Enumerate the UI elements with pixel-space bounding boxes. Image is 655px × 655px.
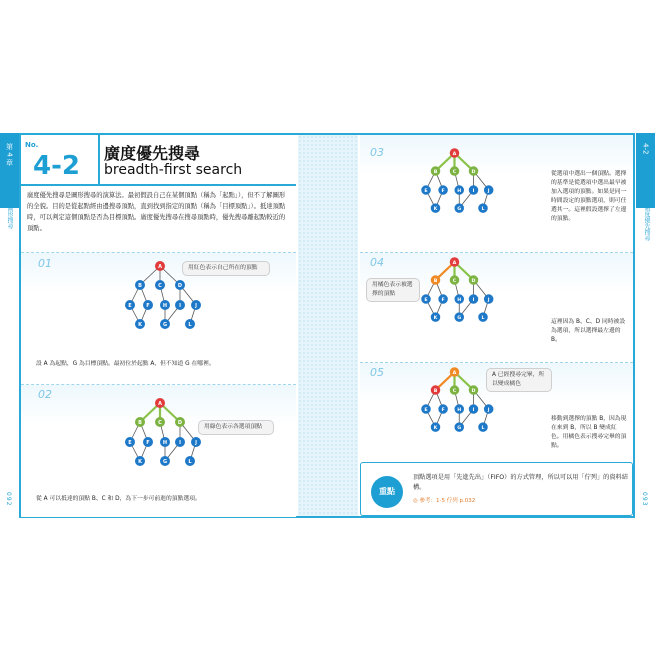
graph-node-label: L — [481, 315, 485, 321]
graph-node-label: F — [146, 439, 150, 446]
step-02-caption: 從 A 可以抵達的頂點 B、C 和 D，為下一步可前進的頂點選項。 — [36, 496, 201, 502]
graph-node-label: E — [424, 297, 428, 303]
graph-node-label: E — [128, 439, 132, 446]
graph-node-label: H — [457, 407, 462, 413]
graph-node-label: L — [188, 321, 192, 328]
graph-node-label: J — [487, 297, 490, 303]
graph-node-label: A — [452, 151, 457, 157]
graph-node-label: J — [195, 302, 197, 309]
step-02-callout: 用綠色表示各選項頂點 — [198, 420, 274, 435]
key-point-text: 頂點選項是用「先進先出」（FIFO）的方式管理，所以可以用「佇列」的資料結構。 — [413, 474, 628, 491]
step-04-callout: 用橘色表示被選擇的頂點 — [366, 278, 420, 302]
graph-node-label: G — [162, 321, 168, 328]
graph-node-label: E — [128, 302, 132, 309]
graph-node-label: C — [158, 282, 162, 289]
graph-node-label: D — [471, 169, 476, 175]
page-number-left: 092 — [5, 492, 12, 507]
key-point-badge: 重點 — [371, 476, 403, 508]
intro-paragraph: 廣度優先搜尋是圖形搜尋的演算法。最初假設自己在某個頂點（稱為「起點」），但不了解圖形的全貌。目的是從起點經由邊搜尋頂點，直到找到指定的頂點（稱為「目標頂點」）。抵達頂點時，可以判定這個頂點是否為目標頂點。廣度優先搜尋在搜尋頂點時，優先搜尋離起點較近的頂點。 — [27, 192, 286, 232]
graph-node-label: H — [457, 188, 462, 194]
graph-node-label: I — [179, 302, 181, 309]
graph-node-label: H — [162, 302, 168, 309]
graph-node-label: B — [138, 282, 142, 289]
graph-node-label: D — [177, 419, 183, 426]
graph-node-label: I — [472, 297, 475, 303]
step-04-caption: 這裡因為 B、C、D 同時被設為選項，所以選擇最左邊的 B。 — [551, 319, 626, 343]
graph-node-label: D — [471, 278, 476, 284]
graph-node-label: C — [158, 419, 162, 426]
chapter-side-label: 圖形搜尋 — [6, 205, 13, 229]
step-05-callout: A 已經搜尋完畢，所以變成橘色 — [486, 368, 552, 392]
key-point-reference[interactable]: ◎ 參考：1-5 佇列 p.032 — [413, 498, 476, 504]
graph-node-label: B — [138, 419, 142, 426]
graph-node-label: K — [433, 315, 438, 321]
graph-node-label: E — [424, 188, 428, 194]
graph-node-label: D — [471, 388, 476, 394]
graph-node-label: L — [188, 458, 192, 465]
step-03-label: 03 — [370, 146, 384, 159]
graph-02 — [125, 398, 201, 466]
graph-node-label: K — [433, 425, 438, 431]
graph-node-label: C — [452, 388, 457, 394]
page-title: 廣度優先搜尋 — [104, 144, 201, 163]
step-01-label: 01 — [38, 257, 52, 270]
page-subtitle: breadth-first search — [104, 162, 243, 178]
section-side-label: 廣度優先搜尋 — [643, 205, 650, 241]
graph-node-label: H — [457, 297, 462, 303]
step-04-label: 04 — [370, 256, 384, 269]
graph-node-label: C — [452, 278, 457, 284]
graph-node-label: K — [138, 321, 142, 328]
graph-node-label: L — [481, 425, 485, 431]
graph-node-label: I — [472, 407, 475, 413]
graph-node-label: J — [487, 188, 490, 194]
graph-node-label: I — [179, 439, 181, 446]
graph-node-label: C — [452, 169, 457, 175]
graph-node-label: B — [433, 169, 438, 175]
graph-node-label: E — [424, 407, 428, 413]
graph-node-label: F — [441, 297, 445, 303]
graph-node-label: F — [146, 302, 150, 309]
step-03-caption: 從選項中選出一個頂點。選擇的基準是從選項中選出最早被加入選項的頂點。如果是同一時間設定的頂點選項，則可任選其一。這裡假設選擇了左邊的頂點。 — [551, 171, 627, 222]
graph-04 — [421, 257, 493, 322]
graph-node-label: G — [457, 206, 462, 212]
chapter-tab: 第 4 章 — [0, 133, 19, 208]
graph-node-label: A — [158, 400, 162, 407]
graph-node-label: K — [433, 206, 438, 212]
graph-03 — [421, 148, 493, 213]
graph-node-label: K — [138, 458, 142, 465]
section-no-label: No. — [25, 141, 39, 149]
graph-node-label: B — [433, 388, 438, 394]
graph-node-label: F — [441, 407, 445, 413]
step-02-label: 02 — [38, 388, 52, 401]
page-number-right: 093 — [641, 492, 648, 507]
graph-node-label: L — [481, 206, 485, 212]
graph-node-label: F — [441, 188, 445, 194]
graph-node-label: H — [162, 439, 168, 446]
step-05-label: 05 — [370, 366, 384, 379]
graph-node-label: I — [472, 188, 475, 194]
step-05-caption: 移動到選擇的頂點 B，因為現在來到 B，所以 B 變成紅色。用橘色表示搜尋完畢的頂點。 — [551, 416, 627, 449]
graph-node-label: D — [177, 282, 183, 289]
graph-node-label: A — [158, 263, 162, 270]
graph-05 — [421, 367, 493, 432]
graph-node-label: G — [457, 425, 462, 431]
step-01-caption: 設 A 為起點，G 為目標頂點。最初位於起點 A，但不知道 G 在哪裡。 — [36, 361, 215, 367]
graph-node-label: G — [162, 458, 168, 465]
graph-node-label: B — [433, 278, 438, 284]
step-01-callout: 用紅色表示自己所在的頂點 — [182, 261, 270, 276]
section-tab: 4-2 — [636, 133, 655, 208]
graph-node-label: G — [457, 315, 462, 321]
key-point-box — [360, 462, 633, 516]
graph-node-label: A — [452, 260, 457, 266]
graph-node-label: A — [452, 370, 457, 376]
graph-node-label: J — [487, 407, 490, 413]
graph-node-label: J — [195, 439, 197, 446]
section-number: 4-2 — [33, 151, 80, 181]
